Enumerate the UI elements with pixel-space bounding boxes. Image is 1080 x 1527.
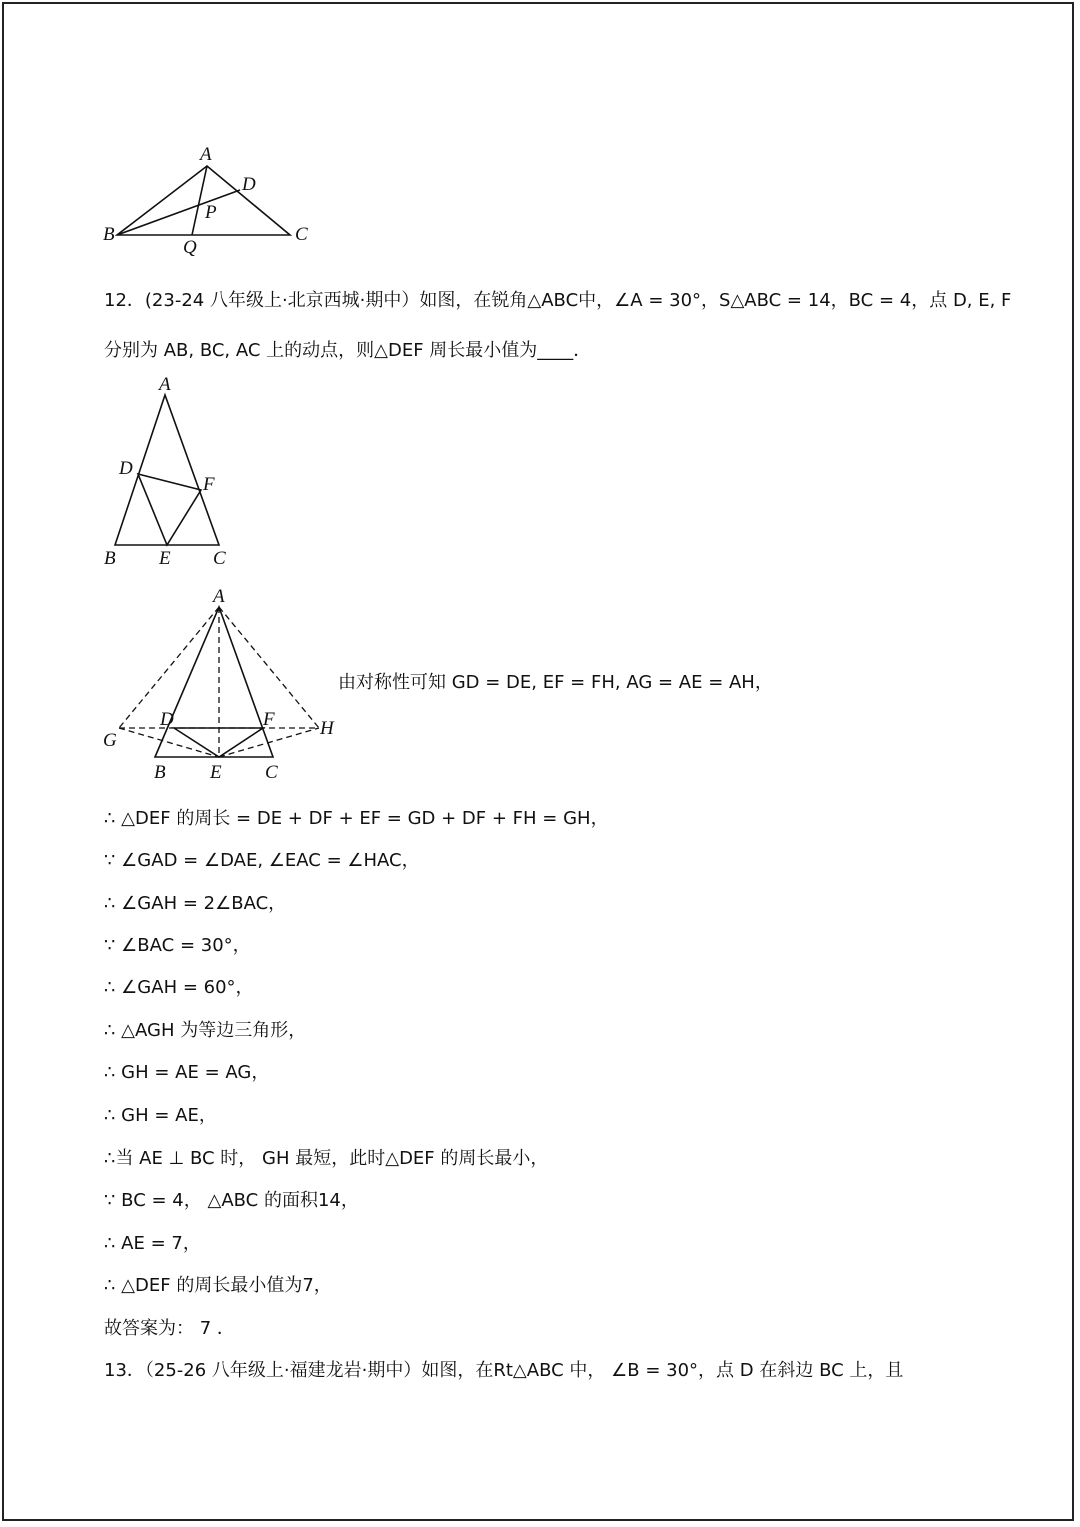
solution-step-12: ∴ △DEF 的周长最小值为7， [104, 1275, 332, 1296]
solution-step-6: ∴ △AGH 为等边三角形， [104, 1020, 307, 1041]
segment-ge [119, 728, 219, 757]
label-f: F [203, 474, 215, 495]
answer-line: 故答案为： 7 ． [104, 1318, 235, 1339]
figure-symmetry-gh [95, 582, 355, 787]
label-d: D [119, 458, 133, 479]
label-q: Q [183, 237, 197, 258]
triangle-abc [155, 607, 273, 757]
triangle-def [138, 474, 201, 545]
figure-triangle-def [95, 370, 255, 570]
solution-step-7: ∴ GH = AE = AG， [104, 1062, 270, 1083]
label-a: A [213, 586, 225, 607]
label-f: F [263, 709, 275, 730]
label-b: B [154, 762, 166, 783]
label-c: C [213, 548, 226, 569]
solution-step-9: ∴当 AE ⊥ BC 时， GH 最短，此时△DEF 的周长最小， [104, 1148, 549, 1169]
solution-step-1: ∴ △DEF 的周长 = DE + DF + EF = GD + DF + FH = GH， [104, 808, 609, 829]
solution-step-8: ∴ GH = AE， [104, 1105, 217, 1126]
solution-step-11: ∴ AE = 7， [104, 1233, 201, 1254]
solution-step-5: ∴ ∠GAH = 60°， [104, 977, 254, 998]
symmetry-statement: 由对称性可知 GD = DE, EF = FH, AG = AE = AH， [338, 672, 773, 693]
label-h: H [320, 718, 334, 739]
label-e: E [159, 548, 171, 569]
label-p: P [205, 202, 217, 223]
label-g: G [103, 730, 117, 751]
triangle-abc [117, 166, 290, 235]
solution-step-10: ∵ BC = 4， △ABC 的面积14， [104, 1190, 359, 1211]
label-d: D [160, 709, 174, 730]
label-a: A [200, 144, 212, 165]
question-13-line-1: 13．（25-26 八年级上·福建龙岩·期中）如图，在Rt△ABC 中， ∠B = 30°，点 D 在斜边 BC 上，且 [104, 1360, 904, 1381]
label-a: A [159, 374, 171, 395]
question-12-line-2: 分别为 AB, BC, AC 上的动点，则△DEF 周长最小值为____． [104, 340, 592, 361]
segment-bd [117, 190, 240, 235]
label-c: C [265, 762, 278, 783]
label-e: E [210, 762, 222, 783]
label-c: C [295, 224, 308, 245]
segment-eh [219, 728, 319, 757]
figure-triangle-abc-pq [95, 140, 335, 260]
label-b: B [104, 548, 116, 569]
label-b: B [103, 224, 115, 245]
label-d: D [242, 174, 256, 195]
solution-step-2: ∵ ∠GAD = ∠DAE, ∠EAC = ∠HAC， [104, 850, 420, 871]
question-12-line-1: 12．(23-24 八年级上·北京西城·期中）如图，在锐角△ABC中，∠A = 30°，S△ABC = 14，BC = 4，点 D, E, F [104, 290, 1012, 311]
solution-step-3: ∴ ∠GAH = 2∠BAC， [104, 893, 287, 914]
solution-step-4: ∵ ∠BAC = 30°， [104, 935, 251, 956]
